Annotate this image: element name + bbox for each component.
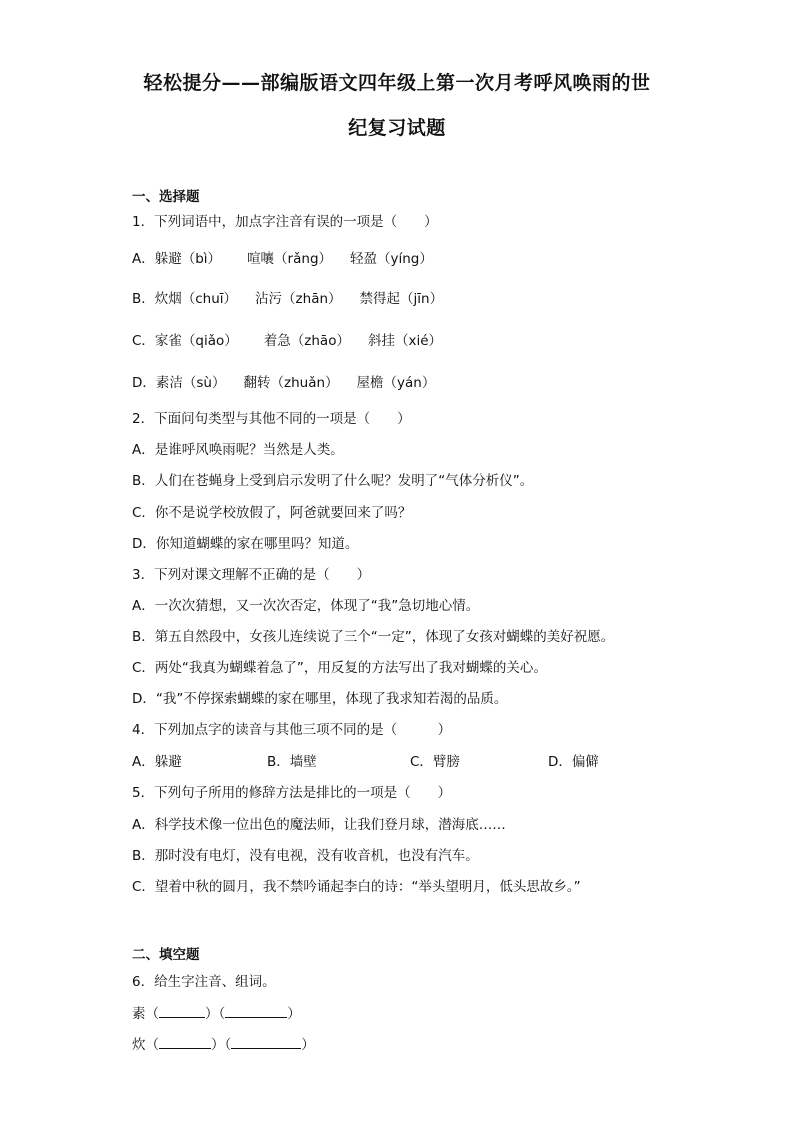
q3-stem: 3．下列对课文理解不正确的是（ ） xyxy=(132,567,371,583)
q1-option-c xyxy=(132,332,442,350)
q5-option-c: C．望着中秋的圆月，我不禁吟诵起李白的诗：“举头望明月，低头思故乡。” xyxy=(132,879,581,895)
q4-option-a: A．躲避 xyxy=(132,754,182,770)
q1-stem: 1．下列词语中，加点字注音有误的一项是（ ） xyxy=(132,214,438,230)
q5-stem: 5．下列句子所用的修辞方法是排比的一项是（ ） xyxy=(132,785,452,801)
q6-pinyin-blank-2[interactable] xyxy=(159,1034,211,1049)
q1-option-d xyxy=(132,374,435,392)
q4-option-d: D．偏僻 xyxy=(548,754,599,770)
q6-char-2: 炊 xyxy=(132,1037,146,1053)
q1-c-word2: 着急（zhāo） xyxy=(263,333,350,349)
q4-option-c: C．臂膀 xyxy=(410,754,460,770)
section-heading-choice: 一、选择题 xyxy=(132,189,200,205)
q6-stem: 6．给生字注音、组词。 xyxy=(132,974,276,990)
exam-title-line2: 纪复习试题 xyxy=(348,117,446,139)
q1-d-word3: 屋檐（yán） xyxy=(356,375,436,391)
q3-option-c: C．两处“我真为蝴蝶着急了”，用反复的方法写出了我对蝴蝶的关心。 xyxy=(132,660,547,676)
q1-a-word2: 喧嚷（rǎng） xyxy=(247,251,333,267)
q6-pinyin-blank-1[interactable] xyxy=(159,1003,205,1018)
q2-option-c: C．你不是说学校放假了，阿爸就要回来了吗？ xyxy=(132,505,412,521)
q1-c-word1: C．家雀（qiǎo） xyxy=(132,333,238,349)
q1-b-word2: 沾污（zhān） xyxy=(255,291,342,307)
q1-option-a xyxy=(132,250,433,268)
q3-option-b: B．第五自然段中，女孩儿连续说了三个“一定”，体现了女孩对蝴蝶的美好祝愿。 xyxy=(132,629,615,645)
q6-word-blank-2[interactable] xyxy=(231,1034,301,1049)
q4-stem: 4．下列加点字的读音与其他三项不同的是（ ） xyxy=(132,722,452,738)
q1-a-word3: 轻盈（yíng） xyxy=(350,251,433,267)
q1-c-word3: 斜挂（xié） xyxy=(367,333,443,349)
q3-option-d: D．“我”不停探索蝴蝶的家在哪里，体现了我求知若渴的品质。 xyxy=(132,691,508,707)
q4-option-b: B．墙壁 xyxy=(267,754,317,770)
q1-b-word1: B．炊烟（chuī） xyxy=(132,291,238,307)
q2-option-b: B．人们在苍蝇身上受到启示发明了什么呢？发明了“气体分析仪”。 xyxy=(132,473,534,489)
q1-option-b xyxy=(132,290,443,308)
q2-stem: 2．下面问句类型与其他不同的一项是（ ） xyxy=(132,411,411,427)
section-heading-fill: 二、填空题 xyxy=(132,947,200,963)
q2-option-d: D．你知道蝴蝶的家在哪里吗？知道。 xyxy=(132,536,359,552)
exam-title-line1: 轻松提分——部编版语文四年级上第一次月考呼风唤雨的世 xyxy=(143,72,651,94)
q1-d-word2: 翻转（zhuǎn） xyxy=(243,375,339,391)
q1-b-word3: 禁得起（jīn） xyxy=(359,291,444,307)
q6-word-blank-1[interactable] xyxy=(225,1003,287,1018)
q5-option-a: A．科学技术像一位出色的魔法师，让我们登月球，潜海底…… xyxy=(132,817,506,833)
q1-a-word1: A．躲避（bì） xyxy=(132,251,222,267)
q1-d-word1: D．素洁（sù） xyxy=(132,375,226,391)
q6-char-1: 素 xyxy=(132,1006,146,1022)
q2-option-a: A．是谁呼风唤雨呢？当然是人类。 xyxy=(132,442,344,458)
q6-row-1: 素（ ）（ ） xyxy=(132,1003,301,1023)
q6-row-2: 炊（ ）（ ） xyxy=(132,1034,315,1054)
q3-option-a: A．一次次猜想，又一次次否定，体现了“我”急切地心情。 xyxy=(132,598,480,614)
q5-option-b: B．那时没有电灯，没有电视，没有收音机，也没有汽车。 xyxy=(132,848,479,864)
